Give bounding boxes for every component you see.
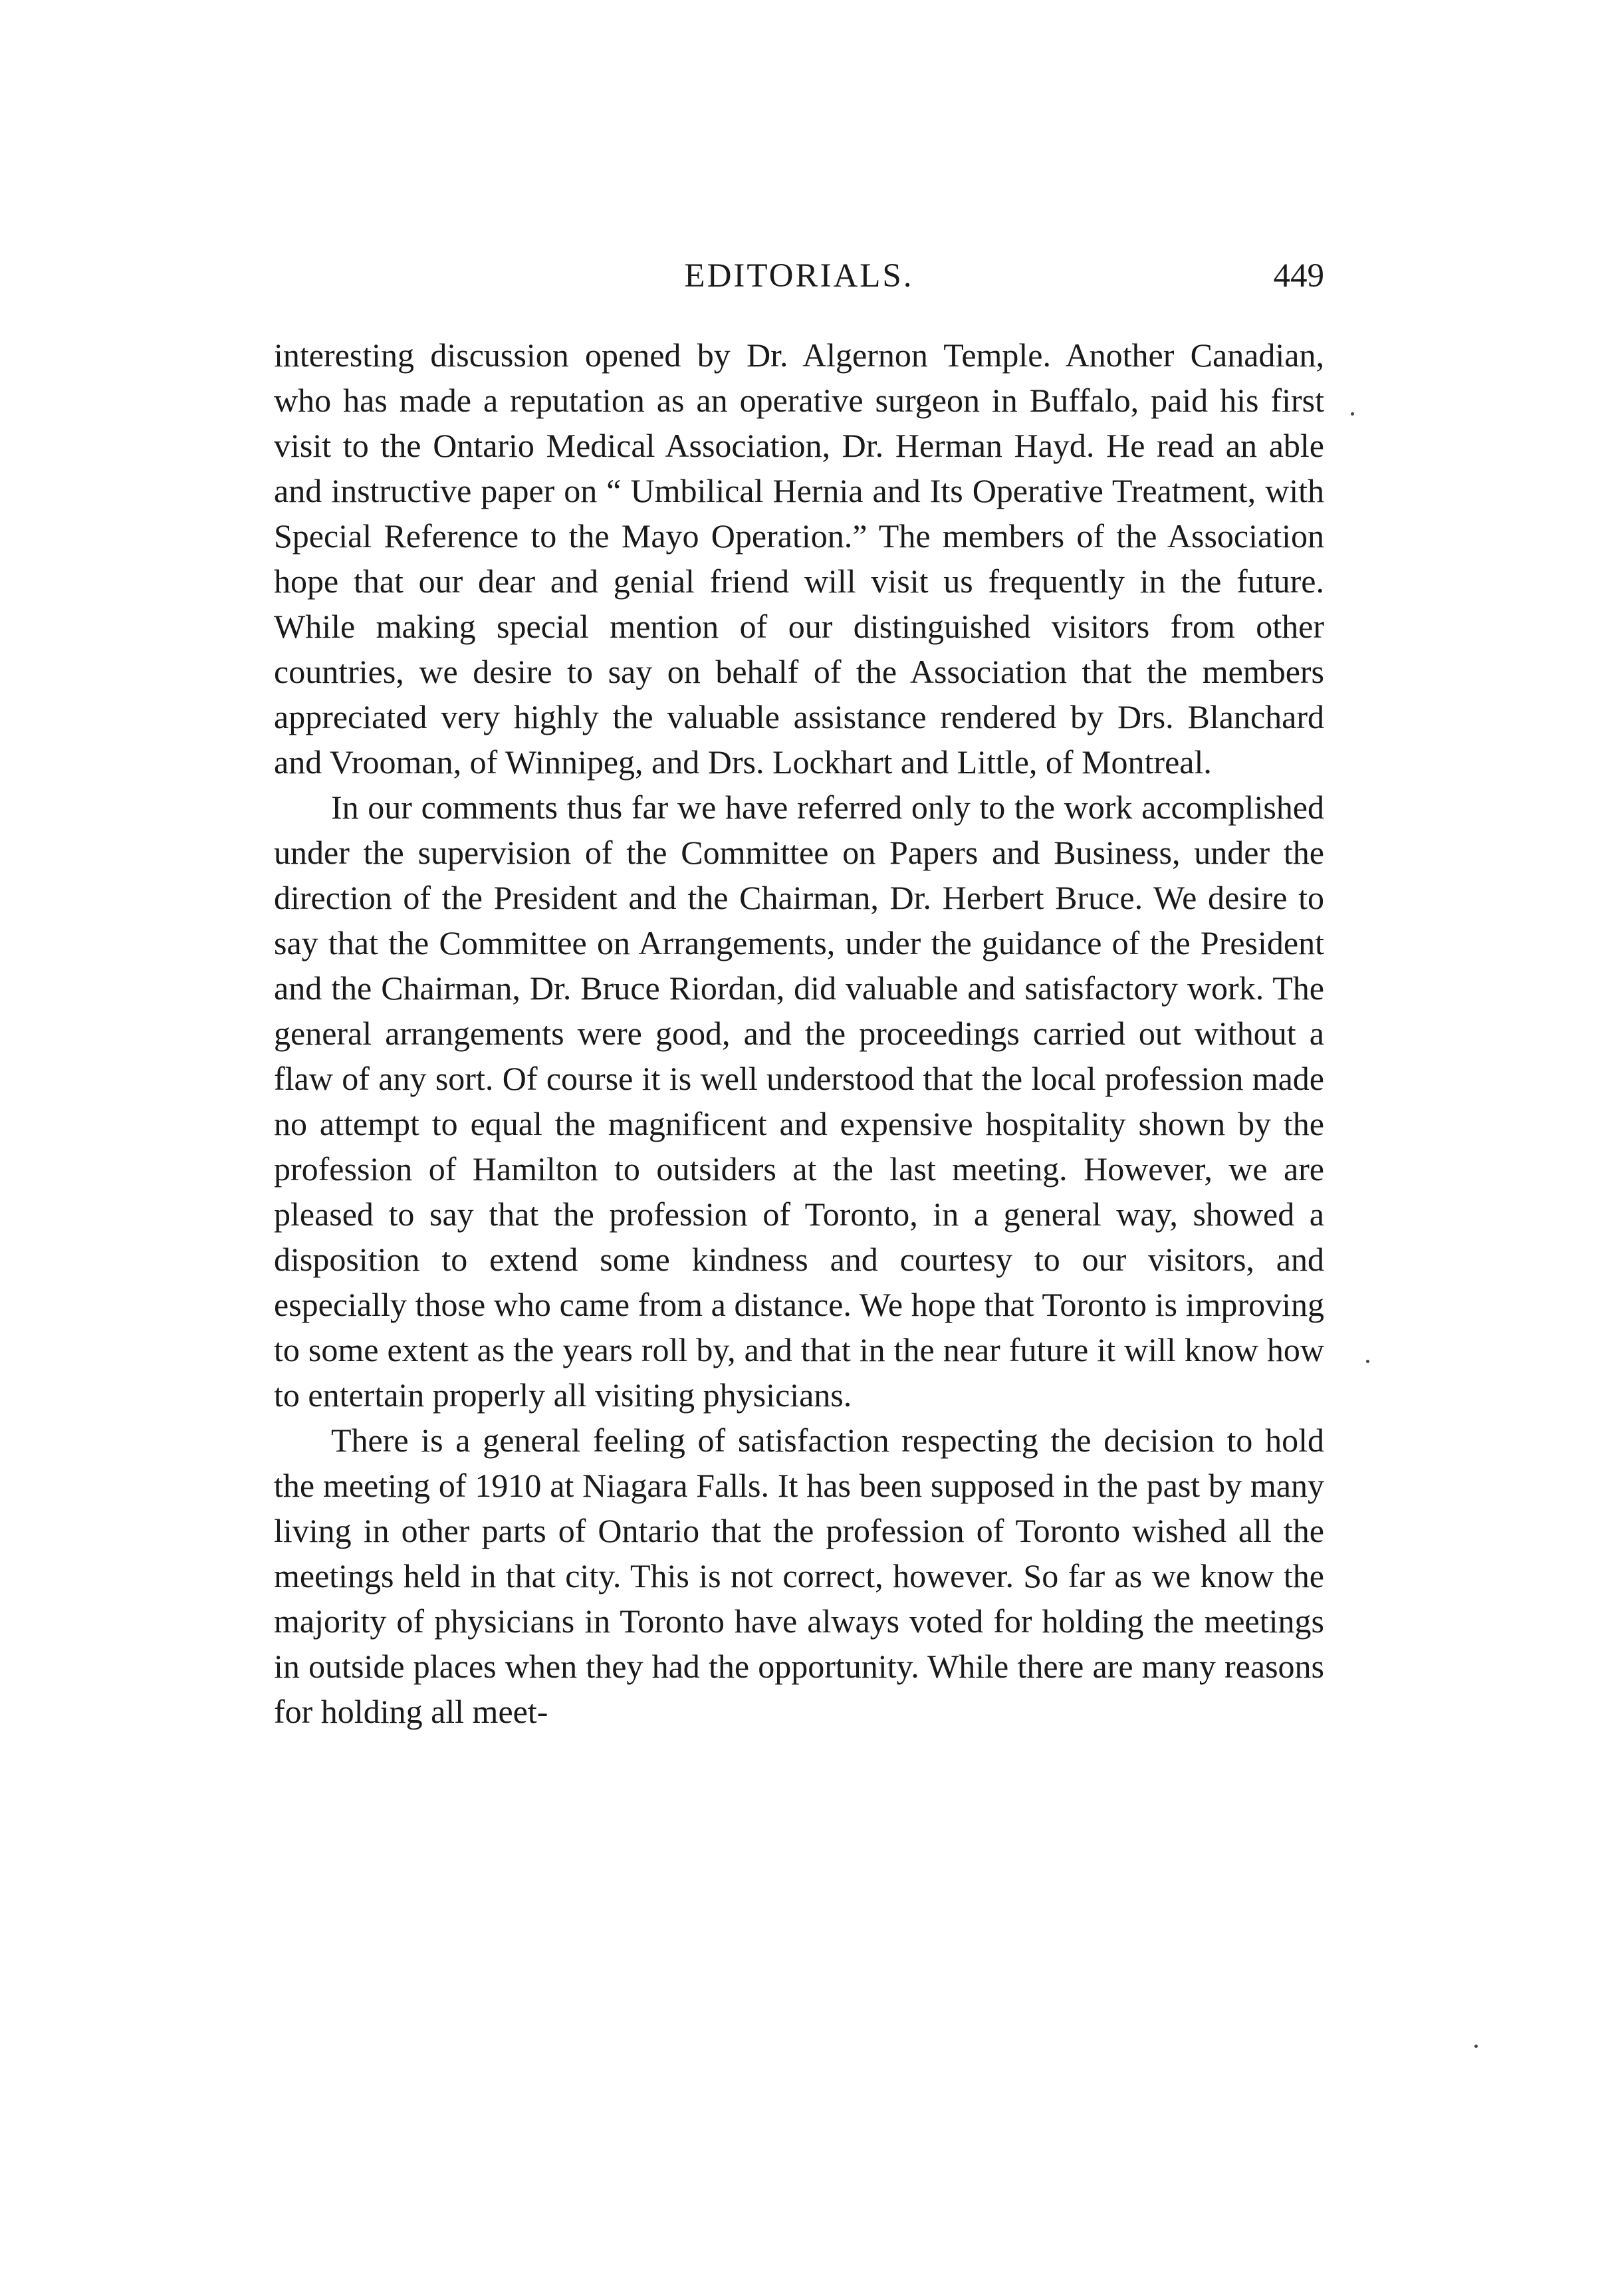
ink-speck: [1351, 412, 1354, 416]
paragraph: There is a general feeling of satisfaction respecting the decision to hold the meeting of 1910 at Niagara Falls. It has been supposed in the past by many living in other parts of Ontario that the profession of Toronto wished all the meetings held in that city. This is not correct, however. So far as we know the majority of physicians in Toronto have always voted for holding the meetings in outside places when they had the opportunity. While there are many reasons for holding all meet-: [274, 1422, 1324, 1730]
paragraph: In our comments thus far we have referred only to the work accomplished under the supervision of the Committee on Papers and Business, under the direction of the President and the Chairman, Dr. Herbert Bruce. We desire to say that the Committee on Arrangements, under the guidance of the President and the Chairman, Dr. Bruce Riordan, did valuable and satisfactory work. The general arrangements were good, and the proceedings carried out without a flaw of any sort. Of course it is well understood that the local profession made no attempt to equal the magnificent and expensive hospitality shown by the profession of Hamilton to outsiders at the last meeting. However, we are pleased to say that the profession of Toronto, in a general way, showed a disposition to extend some kindness and courtesy to our visitors, and especially those who came from a distance. We hope that Toronto is improving to some extent as the years roll by, and that in the near future it will know how to entertain properly all visiting physicians.: [274, 789, 1324, 1414]
running-title: EDITORIALS.: [684, 257, 914, 295]
page-number: 449: [1273, 257, 1324, 295]
running-head: [274, 249, 1324, 303]
ink-speck: [1474, 2045, 1478, 2048]
body-text: [274, 332, 1324, 1734]
paragraph: interesting discussion opened by Dr. Algernon Temple. Another Canadian, who has made a reputation as an operative surgeon in Buffalo, paid his first visit to the Ontario Medical Association, Dr. Herman Hayd. He read an able and instructive paper on “ Umbilical Hernia and Its Operative Treatment, with Special Reference to the Mayo Operation.” The members of the Association hope that our dear and genial friend will visit us frequently in the future. While making special mention of our distinguished visitors from other countries, we desire to say on behalf of the Association that the members appreciated very highly the valuable assistance rendered by Drs. Blanchard and Vrooman, of Winnipeg, and Drs. Lockhart and Little, of Montreal.: [274, 336, 1324, 781]
ink-speck: [1366, 1360, 1369, 1363]
